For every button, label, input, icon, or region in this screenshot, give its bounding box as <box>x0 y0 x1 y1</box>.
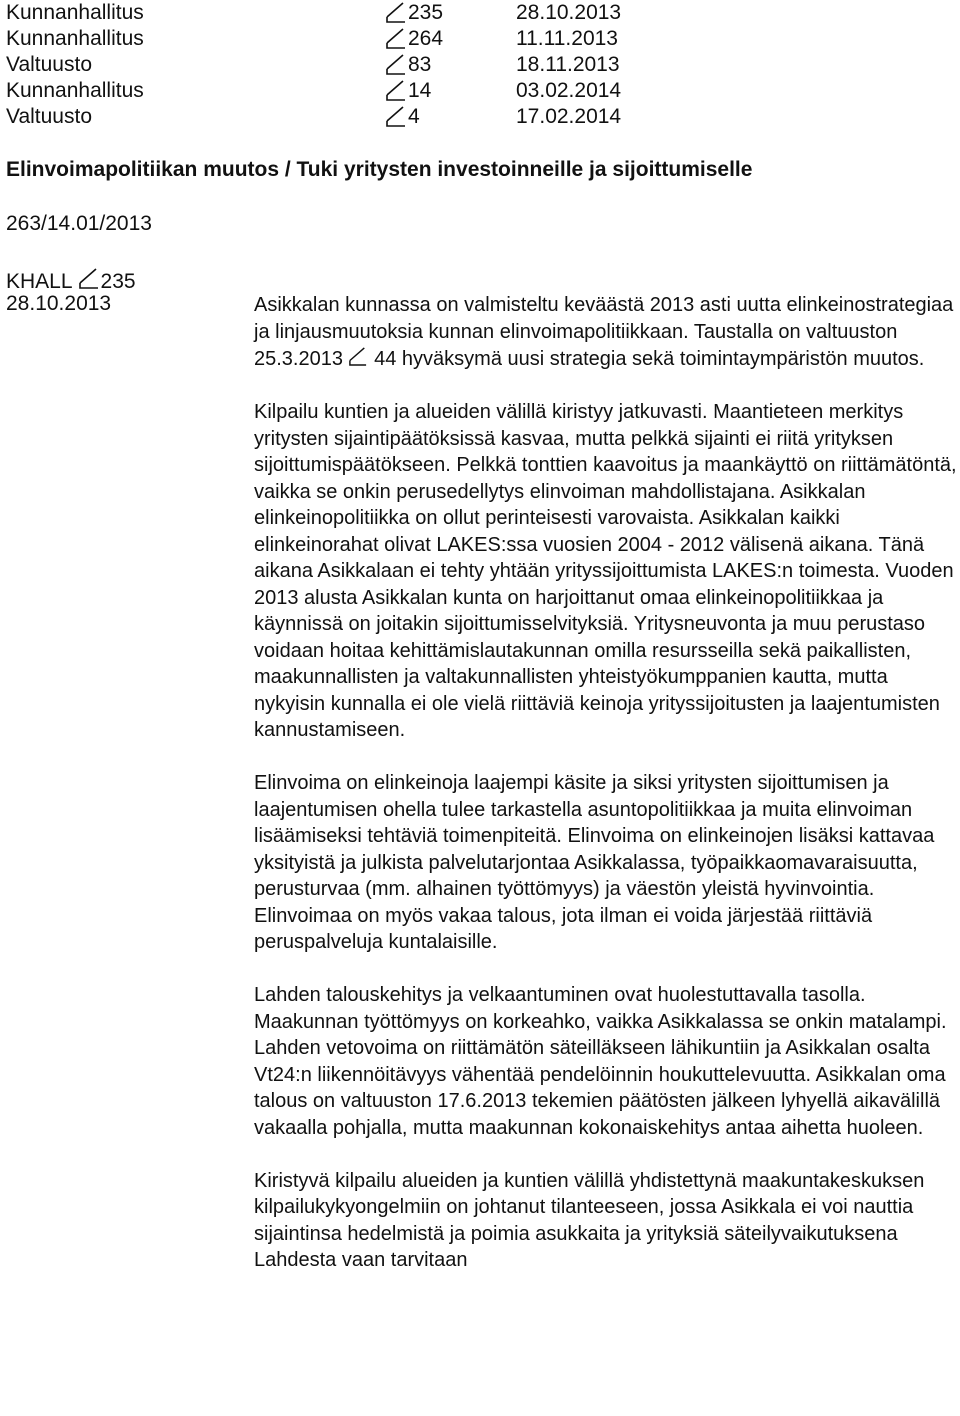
paragraph-lahti: Lahden talouskehitys ja velkaantuminen ovat huolestuttavalla tasolla. Maakunnan työttömyys on korkeahko, vaikka Asikkalassa se onkin matalampi. Lahden vetovoima on riittämätön säteilläkseen lähikuntiin ja Asikkalan osalta Vt24:n liikennöitävyys vähentää pendelöinnin houkuttelevuutta. Asikkalan oma talous on valtuuston 17.6.2013 tekemien päätösten jälkeen lyhyellä aikavälillä vakaalla pohjalla, mutta maakunnan kokonaiskehitys antaa aihetta huoleen. <box>254 984 947 1139</box>
history-date: 18.11.2013 <box>516 53 620 76</box>
paragraph-link-icon[interactable] <box>386 0 408 24</box>
history-number: 4 <box>408 105 420 128</box>
paragraph-vitality: Elinvoima on elinkeinoja laajempi käsite ja siksi yritysten sijoittumisen ja laajentumisen ohella tulee tarkastella asuntopolitiikkaa ja muita elinvoiman lisäämiseksi tehtäviä toimenpiteitä. Elinvoima on elinkeinojen lisäksi kattavaa yksityistä ja julkista palvelutarjontaa Asikkalassa, työpaikkaomavaraisuutta, perusturvaa (mm. alhainen työttömyys) ja väestön yleistä hyvinvointia. Elinvoimaa on myös vakaa talous, jota ilman ei voida järjestää riittäviä peruspalveluja kuntalaisille. <box>254 772 935 953</box>
history-body: Valtuusto <box>6 53 92 76</box>
paragraph-intro-b: 44 hyväksymä uusi strategia sekä toimintaympäristön muutos. <box>374 348 925 370</box>
khall-date: 28.10.2013 <box>6 292 112 315</box>
history-number: 83 <box>408 53 432 76</box>
paragraph-conclusion: Kiristyvä kilpailu alueiden ja kuntien välillä yhdistettynä maakuntakeskuksen kilpailukykyongelmiin on johtanut tilanteeseen, jossa Asikkala ei voi nauttia sijaintinsa hedelmistä ja poimia asukkaita ja yrityksiä säteilyvaikutuksena Lahdesta vaan tarvitaan <box>254 1169 925 1271</box>
history-date: 28.10.2013 <box>516 1 622 24</box>
history-number: 235 <box>408 1 444 24</box>
khall-reference <box>6 266 136 294</box>
paragraph-link-icon[interactable] <box>349 345 369 367</box>
history-body: Valtuusto <box>6 105 92 128</box>
paragraph-intro <box>254 292 958 373</box>
history-date: 03.02.2014 <box>516 79 622 102</box>
history-date: 11.11.2013 <box>516 27 618 50</box>
paragraph-link-icon[interactable] <box>386 78 408 102</box>
paragraph-link-icon[interactable] <box>386 26 408 50</box>
history-body: Kunnanhallitus <box>6 27 144 50</box>
paragraph-intro-a: Asikkalan kunnassa on valmisteltu keväästä 2013 asti uutta elinkeinostrategiaa ja linjausmuutoksia kunnan elinvoimapolitiikkaan. Taustalla on valtuuston 25.3.2013 <box>254 294 954 370</box>
paragraph-link-icon[interactable] <box>386 104 408 128</box>
history-number: 14 <box>408 79 432 102</box>
history-number: 264 <box>408 27 444 50</box>
content-body <box>254 292 958 1300</box>
khall-number: 235 <box>100 270 136 293</box>
diary-number: 263/14.01/2013 <box>6 212 152 235</box>
paragraph-competition: Kilpailu kuntien ja alueiden välillä kiristyy jatkuvasti. Maantieteen merkitys yritysten sijaintipäätöksissä kasvaa, mutta pelkkä sijainti ei riitä yrityksen sijoittumispäätökseen. Pelkkä tonttien kaavoitus ja maankäyttö on riittämätöntä, vaikka se onkin perusedellytys elinvoiman mahdollistajana. Asikkalan elinkeinopolitiikka on ollut perinteisesti varovaista. Asikkalan kaikki elinkeinorahat olivat LAKES:ssa vuosien 2004 - 2012 välisenä aikana. Tänä aikana Asikkalaan ei tehty yhtään yrityssijoittumista LAKES:n toimesta. Vuoden 2013 alusta Asikkalan kunta on harjoittanut omaa elinkeinopolitiikkaa ja käynnissä on joitakin sijoittumisselvityksiä. Yritysneuvonta ja muu perustaso voidaan hoitaa kehittämislautakunnan omilla resursseilla sekä paikallisten, maakunnallisten ja valtakunnallisten yhteistyökumppanien kautta, mutta nykyisin kunnalla ei ole vielä riittäviä keinoja yrityssijoitusten ja laajentumisten kannustamiseen. <box>254 401 957 741</box>
history-body: Kunnanhallitus <box>6 1 144 24</box>
history-date: 17.02.2014 <box>516 105 622 128</box>
document-title: Elinvoimapolitiikan muutos / Tuki yritysten investoinneille ja sijoittumiselle <box>6 158 753 181</box>
paragraph-link-icon[interactable] <box>386 52 408 76</box>
khall-label: KHALL <box>6 270 73 293</box>
paragraph-link-icon[interactable] <box>79 266 101 290</box>
history-body: Kunnanhallitus <box>6 79 144 102</box>
